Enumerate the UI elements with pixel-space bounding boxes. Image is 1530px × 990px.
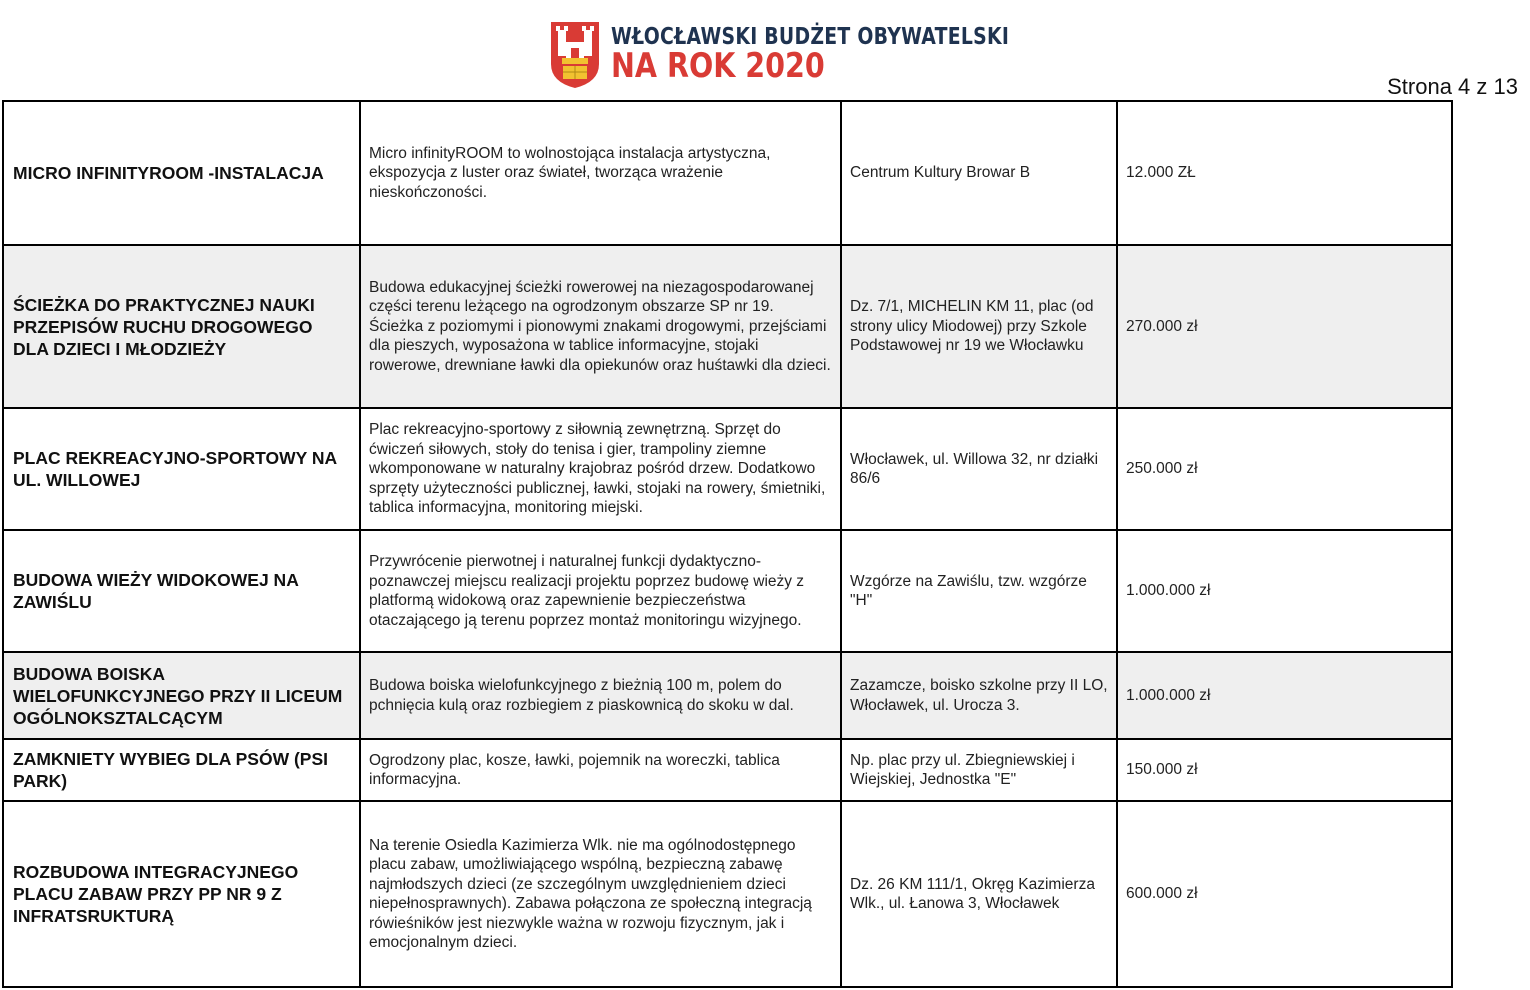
project-name: ROZBUDOWA INTEGRACYJNEGO PLACU ZABAW PRZY PP NR 9 Z INFRATSRUKTURĄ bbox=[3, 801, 360, 987]
table-row bbox=[3, 652, 1452, 739]
project-description: Budowa boiska wielofunkcyjnego z bieżnią 100 m, polem do pchnięcia kulą oraz rozbiegiem z piaskownicą do skoku w dal. bbox=[360, 652, 841, 739]
table-row bbox=[3, 408, 1452, 530]
project-cost: 150.000 zł bbox=[1117, 739, 1452, 801]
project-name: BUDOWA WIEŻY WIDOKOWEJ NA ZAWIŚLU bbox=[3, 530, 360, 652]
project-cost: 250.000 zł bbox=[1117, 408, 1452, 530]
table-row bbox=[3, 801, 1452, 987]
table-row bbox=[3, 245, 1452, 408]
project-location: Włocławek, ul. Willowa 32, nr działki 86/6 bbox=[841, 408, 1117, 530]
project-description: Micro infinityROOM to wolnostojąca instalacja artystyczna, ekspozycja z luster oraz świateł, tworząca wrażenie nieskończoności. bbox=[360, 101, 841, 245]
wloclawek-coat-of-arms-icon bbox=[549, 20, 601, 90]
project-name: ZAMKNIETY WYBIEG DLA PSÓW (PSI PARK) bbox=[3, 739, 360, 801]
header-subtitle: NA ROK 2020 bbox=[611, 46, 825, 86]
project-location: Dz. 26 KM 111/1, Okręg Kazimierza Wlk., ul. Łanowa 3, Włocławek bbox=[841, 801, 1117, 987]
project-cost: 1.000.000 zł bbox=[1117, 652, 1452, 739]
header-title: WŁOCŁAWSKI BUDŻET OBYWATELSKI bbox=[611, 24, 1010, 50]
project-name: BUDOWA BOISKA WIELOFUNKCYJNEGO PRZY II LICEUM OGÓLNOKSZTALCĄCYM bbox=[3, 652, 360, 739]
project-cost: 12.000 ZŁ bbox=[1117, 101, 1452, 245]
project-name: ŚCIEŻKA DO PRAKTYCZNEJ NAUKI PRZEPISÓW RUCHU DROGOWEGO DLA DZIECI I MŁODZIEŻY bbox=[3, 245, 360, 408]
table-row bbox=[3, 101, 1452, 245]
project-location: Wzgórze na Zawiślu, tzw. wzgórze "H" bbox=[841, 530, 1117, 652]
table-row bbox=[3, 739, 1452, 801]
project-cost: 600.000 zł bbox=[1117, 801, 1452, 987]
project-description: Plac rekreacyjno-sportowy z siłownią zewnętrzną. Sprzęt do ćwiczeń siłowych, stoły do tenisa i gier, trampoliny ziemne wkomponowane w naturalny krajobraz pośród drzew. Dodatkowo sprzęty użyteczności publicznej, ławki, stojaki na rowery, śmietniki, tablica informacyjna, monitoring miejski. bbox=[360, 408, 841, 530]
document-header bbox=[549, 20, 1010, 92]
table-row bbox=[3, 530, 1452, 652]
page-number: Strona 4 z 13 bbox=[1387, 74, 1518, 99]
project-name: PLAC REKREACYJNO-SPORTOWY NA UL. WILLOWEJ bbox=[3, 408, 360, 530]
project-name: MICRO INFINITYROOM -INSTALACJA bbox=[3, 101, 360, 245]
project-location: Centrum Kultury Browar B bbox=[841, 101, 1117, 245]
project-description: Przywrócenie pierwotnej i naturalnej funkcji dydaktyczno-poznawczej miejscu realizacji projektu poprzez budowę wieży z platformą widokową oraz zapewnienie bezpieczeństwa otaczającego ją terenu poprzez montaż monitoringu wizyjnego. bbox=[360, 530, 841, 652]
project-location: Np. plac przy ul. Zbiegniewskiej i Wiejskiej, Jednostka "E" bbox=[841, 739, 1117, 801]
project-cost: 270.000 zł bbox=[1117, 245, 1452, 408]
project-description: Na terenie Osiedla Kazimierza Wlk. nie ma ogólnodostępnego placu zabaw, umożliwiającego wspólną, bezpieczną zabawę najmłodszych dzieci (ze szczególnym uwzględnieniem dzieci niepełnosprawnych). Zabawa połączona ze społeczną integracją rówieśników jest niezwykle ważna w rozwoju fizycznym, jak i emocjonalnym dzieci. bbox=[360, 801, 841, 987]
project-cost: 1.000.000 zł bbox=[1117, 530, 1452, 652]
projects-table bbox=[2, 100, 1453, 988]
project-location: Dz. 7/1, MICHELIN KM 11, plac (od strony ulicy Miodowej) przy Szkole Podstawowej nr 19 we Włocławku bbox=[841, 245, 1117, 408]
project-location: Zazamcze, boisko szkolne przy II LO, Włocławek, ul. Urocza 3. bbox=[841, 652, 1117, 739]
project-description: Budowa edukacyjnej ścieżki rowerowej na niezagospodarowanej części terenu leżącego na ogrodzonym obszarze SP nr 19. Ścieżka z poziomymi i pionowymi znakami drogowymi, przejściami dla pieszych, wyposażona w tablice informacyjne, stojaki rowerowe, drewniane ławki dla opiekunów oraz huśtawki dla dzieci. bbox=[360, 245, 841, 408]
project-description: Ogrodzony plac, kosze, ławki, pojemnik na woreczki, tablica informacyjna. bbox=[360, 739, 841, 801]
